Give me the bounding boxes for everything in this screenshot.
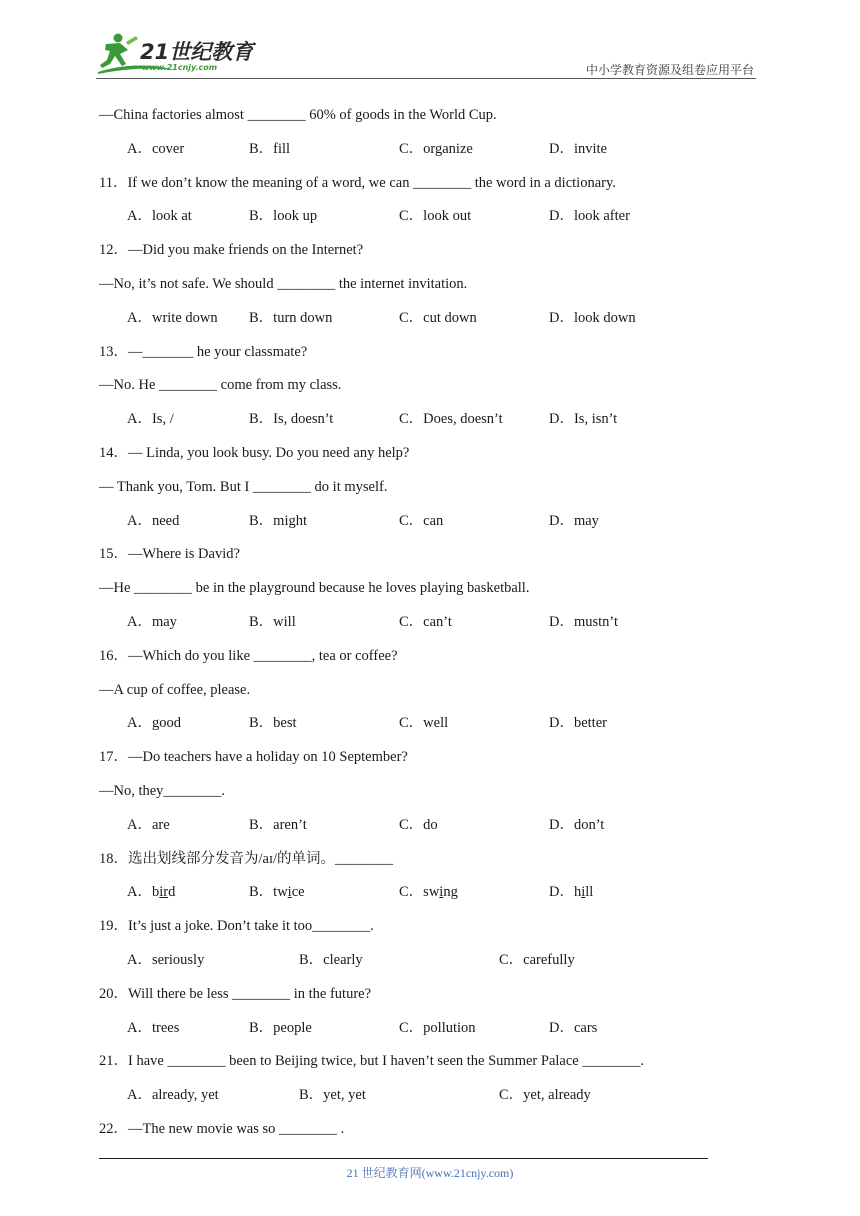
option-c[interactable]: C．well bbox=[399, 715, 449, 732]
question-16-line2: —A cup of coffee, please. bbox=[99, 681, 251, 698]
option-a[interactable]: A．already, yet bbox=[127, 1087, 219, 1104]
question-22-stem: 22．—The new movie was so ________ . bbox=[99, 1120, 345, 1137]
option-a[interactable]: A．may bbox=[127, 613, 177, 630]
question-14-line2: — Thank you, Tom. But I ________ do it myself. bbox=[99, 478, 388, 495]
page-header bbox=[96, 30, 756, 78]
question-16-options bbox=[99, 712, 719, 746]
option-b[interactable]: B．best bbox=[249, 715, 297, 732]
option-a[interactable]: A．good bbox=[127, 715, 181, 732]
option-c-suffix: ng bbox=[443, 884, 458, 901]
option-d[interactable]: D．look down bbox=[549, 309, 636, 326]
option-a[interactable]: A．need bbox=[127, 512, 180, 529]
option-d[interactable]: D．cars bbox=[549, 1019, 598, 1036]
option-b[interactable]: B．fill bbox=[249, 140, 291, 157]
question-11-stem: 11．If we don’t know the meaning of a word, we can ________ the word in a dictionary. bbox=[99, 174, 616, 191]
question-15-options bbox=[99, 611, 719, 645]
option-d[interactable]: D．don’t bbox=[549, 816, 605, 833]
option-b[interactable]: B．Is, doesn’t bbox=[249, 411, 334, 428]
option-c[interactable]: C．can bbox=[399, 512, 444, 529]
question-12-line2: —No, it’s not safe. We should ________ the internet invitation. bbox=[99, 275, 468, 292]
option-c-prefix: C．sw bbox=[399, 884, 440, 901]
option-b[interactable]: B．people bbox=[249, 1019, 312, 1036]
question-list bbox=[99, 104, 719, 1152]
question-15-stem: 15．—Where is David? bbox=[99, 546, 240, 563]
question-20-options bbox=[99, 1017, 719, 1051]
question-18-stem: 18．选出划线部分发音为/aɪ/的单词。________ bbox=[99, 850, 394, 867]
option-c[interactable] bbox=[399, 881, 458, 903]
logo-text: 21世纪教育 bbox=[140, 40, 254, 64]
question-21-options bbox=[99, 1084, 719, 1118]
option-a[interactable]: A．Is, / bbox=[127, 411, 174, 428]
question-13-options bbox=[99, 408, 719, 442]
option-c[interactable]: C．Does, doesn’t bbox=[399, 411, 503, 428]
question-14-options bbox=[99, 510, 719, 544]
question-19-stem: 19．It’s just a joke. Don’t take it too________. bbox=[99, 918, 374, 935]
option-c[interactable]: C．pollution bbox=[399, 1019, 476, 1036]
question-15-line2: —He ________ be in the playground because he loves playing basketball. bbox=[99, 580, 530, 597]
question-20-stem: 20．Will there be less ________ in the future? bbox=[99, 985, 372, 1002]
option-d[interactable]: D．mustn’t bbox=[549, 613, 619, 630]
option-d-suffix: ll bbox=[585, 884, 594, 901]
option-b[interactable]: B．yet, yet bbox=[299, 1087, 366, 1104]
site-logo[interactable] bbox=[96, 30, 276, 76]
question-18-options bbox=[99, 881, 719, 915]
question-19-options bbox=[99, 949, 719, 983]
option-b-prefix: B．tw bbox=[249, 884, 288, 901]
option-d[interactable]: D．Is, isn’t bbox=[549, 411, 618, 428]
option-c[interactable]: C．can’t bbox=[399, 613, 452, 630]
question-12-options bbox=[99, 307, 719, 341]
option-a[interactable]: A．seriously bbox=[127, 951, 205, 968]
option-c[interactable]: C．do bbox=[399, 816, 438, 833]
option-a-suffix: d bbox=[168, 884, 176, 901]
option-b[interactable]: B．turn down bbox=[249, 309, 333, 326]
option-d[interactable] bbox=[549, 881, 593, 903]
option-a[interactable]: A．trees bbox=[127, 1019, 180, 1036]
option-c-underlined: i bbox=[439, 884, 444, 901]
option-a[interactable]: A．cover bbox=[127, 140, 185, 157]
question-10-stem: —China factories almost ________ 60% of goods in the World Cup. bbox=[99, 107, 497, 123]
option-c[interactable]: C．carefully bbox=[499, 951, 575, 968]
option-a[interactable]: A．are bbox=[127, 816, 170, 833]
option-b[interactable]: B．look up bbox=[249, 208, 318, 225]
option-c[interactable]: C．organize bbox=[399, 140, 473, 157]
question-14-stem: 14．— Linda, you look busy. Do you need any help? bbox=[99, 444, 410, 461]
question-10-options bbox=[99, 138, 719, 172]
question-17-stem: 17．—Do teachers have a holiday on 10 September? bbox=[99, 749, 408, 766]
option-b[interactable]: B．will bbox=[249, 613, 296, 630]
footer-link[interactable]: 21 世纪教育网(www.21cnjy.com) bbox=[346, 1166, 514, 1180]
option-b-underlined: i bbox=[287, 884, 292, 901]
header-tagline: 中小学教育资源及组卷应用平台 bbox=[585, 63, 754, 77]
option-c[interactable]: C．cut down bbox=[399, 309, 477, 326]
option-b[interactable]: B．might bbox=[249, 512, 308, 529]
option-a[interactable]: A．write down bbox=[127, 309, 218, 326]
option-d-prefix: D．h bbox=[549, 884, 582, 901]
option-a-prefix: A．b bbox=[127, 884, 160, 901]
option-d[interactable]: D．better bbox=[549, 715, 607, 732]
question-12-stem: 12．—Did you make friends on the Internet? bbox=[99, 242, 364, 259]
option-a[interactable] bbox=[127, 881, 175, 903]
question-13-line2: —No. He ________ come from my class. bbox=[99, 377, 342, 394]
option-a-underlined: ir bbox=[159, 884, 169, 901]
option-d-underlined: i bbox=[581, 884, 586, 901]
header-divider bbox=[96, 78, 756, 79]
option-b-suffix: ce bbox=[291, 884, 305, 901]
question-11-options bbox=[99, 205, 719, 239]
option-d[interactable]: D．may bbox=[549, 512, 599, 529]
question-21-stem: 21．I have ________ been to Beijing twice, but I haven’t seen the Summer Palace ________. bbox=[99, 1053, 644, 1070]
question-17-options bbox=[99, 814, 719, 848]
question-16-stem: 16．—Which do you like ________, tea or coffee? bbox=[99, 647, 398, 664]
option-c[interactable]: C．look out bbox=[399, 208, 472, 225]
option-c[interactable]: C．yet, already bbox=[499, 1087, 591, 1104]
option-b[interactable] bbox=[249, 881, 305, 903]
footer-divider bbox=[99, 1158, 708, 1159]
option-d[interactable]: D．invite bbox=[549, 140, 607, 157]
option-b[interactable]: B．aren’t bbox=[249, 816, 307, 833]
option-d[interactable]: D．look after bbox=[549, 208, 630, 225]
option-b[interactable]: B．clearly bbox=[299, 951, 363, 968]
option-a[interactable]: A．look at bbox=[127, 208, 192, 225]
logo-url: www.21cnjy.com bbox=[142, 63, 218, 72]
question-13-stem: 13．—_______ he your classmate? bbox=[99, 343, 308, 360]
question-17-line2: —No, they________. bbox=[99, 782, 226, 799]
